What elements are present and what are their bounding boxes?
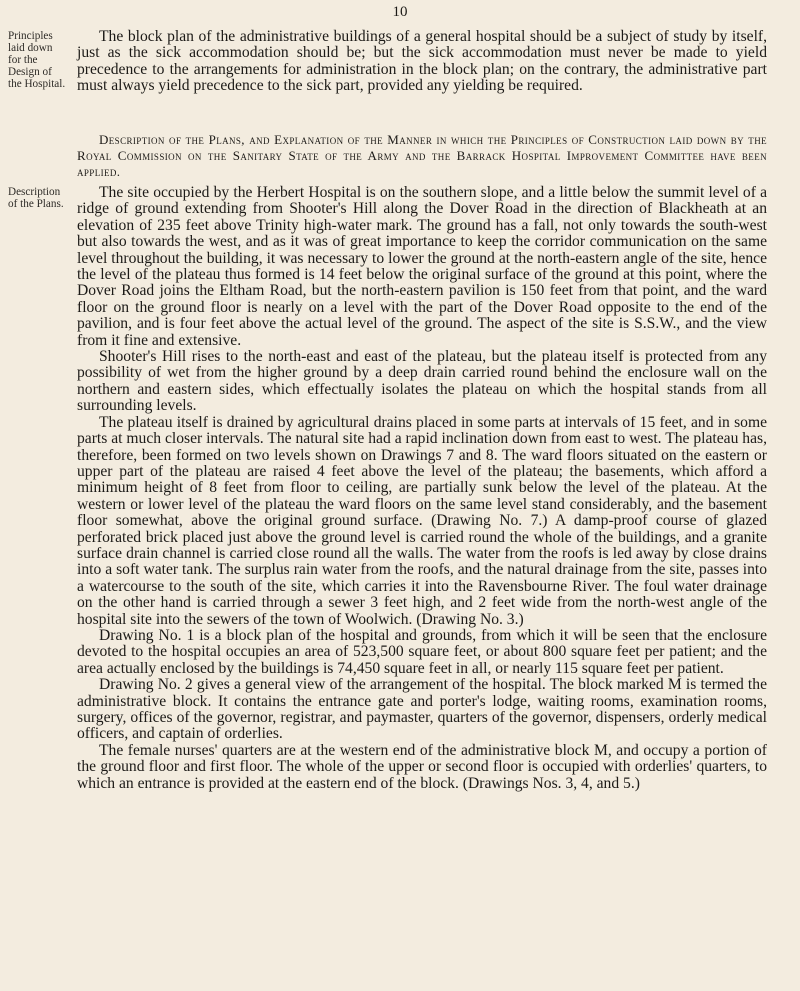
page-number: 10 — [392, 4, 408, 20]
margin-note-principles: Principles laid down for the Design of the Hospital. — [8, 30, 66, 90]
paragraph-drawing-2: Drawing No. 2 gives a general view of the arrangement of the hospital. The block marked M is termed the administrative block. It contains the entrance gate and porter's lodge, waiting rooms, examination rooms, surgery, offices of the governor, registrar, and paymaster, quarters of the governor, dispensers, orderly medical officers, and captain of orderlies. — [77, 676, 767, 743]
paragraph-nurses-quarters: The female nurses' quarters are at the western end of the administrative block M, and occupy a portion of the ground floor and first floor. The whole of the upper or second floor is occupied with orderlies' quarters, to which an entrance is provided at the eastern end of the block. (Drawings Nos. 3, 4, and 5.) — [77, 741, 767, 792]
body-text-block — [77, 185, 767, 792]
paragraph-shooters-hill: Shooter's Hill rises to the north-east and east of the plateau, but the plateau itself is protected from any possibility of wet from the higher ground by a deep drain carried round behind the enclosure wall on the northern and eastern sides, which effectually isolates the plateau on which the hospital stands from all surrounding levels. — [77, 348, 767, 415]
margin-note-description: Description of the Plans. — [8, 186, 64, 210]
paragraph-drawing-1: Drawing No. 1 is a block plan of the hospital and grounds, from which it will be seen that the enclosure devoted to the hospital occupies an area of 523,500 square feet, or about 800 square feet per patient; and the area actually enclosed by the buildings is 74,450 square feet in all, or nearly 115 square feet per patient. — [77, 626, 767, 677]
paragraph-drainage: The plateau itself is drained by agricultural drains placed in some parts at intervals of 15 feet, and in some parts at much closer intervals. The natural site had a rapid inclination down from east to west. The plateau has, therefore, been formed on two levels shown on Drawings 7 and 8. The ward floors situated on the eastern or upper part of the plateau are raised 4 feet above the level of the plateau; the basements, which afford a minimum height of 8 feet from floor to ceiling, are partially sunk below the level of the plateau. At the western or lower level of the plateau the ward floors on the same level stand considerably, and the basement floor somewhat, above the original ground surface. (Drawing No. 7.) A damp-proof course of glazed perforated brick placed just above the ground level is carried round the whole of the buildings, and a granite surface drain channel is carried close round all the walls. The water from the roofs is led away by close drains into a soft water tank. The surplus rain water from the roofs, and the natural drainage from the site, passes into a watercourse to the south of the site, which carries it into the Ravensbourne River. The foul water drainage on the other hand is carried through a sewer 3 feet high, and 2 feet wide from the north-west angle of the hospital site into the sewers of the town of Woolwich. (Drawing No. 3.) — [77, 413, 767, 628]
intro-paragraph-block — [77, 29, 767, 95]
intro-paragraph: The block plan of the administrative buildings of a general hospital should be a subject of study by itself, just as the sick accommodation should be; but the sick accommodation must never be made to yield precedence to the arrangements for administration in the block plan; on the contrary, the administrative part must always yield precedence to the sick part, provided any yielding be required. — [77, 28, 767, 95]
paragraph-site: The site occupied by the Herbert Hospital is on the southern slope, and a little below the summit level of a ridge of ground extending from Shooter's Hill along the Dover Road in the direction of Blackheath at an elevation of 235 feet above Trinity high-water mark. The ground has a fall, not only towards the south-west but also towards the west, and as it was of great importance to keep the corridor communication on the same level throughout the building, it was necessary to lower the ground at the north-eastern angle of the site, hence the level of the plateau thus formed is 14 feet below the original surface of the ground at this point, where the Dover Road joins the Eltham Road, but the north-eastern pavilion is 150 feet from that point, and the ward floor on the ground floor is nearly on a level with the part of the Dover Road opposite to the end of the pavilion, and is four feet above the actual level of the ground. The aspect of the site is S.S.W., and the view from it fine and extensive. — [77, 184, 767, 349]
section-heading: Description of the Plans, and Explanation of the Manner in which the Principles of Construction laid down by the Royal Commission on the Sanitary State of the Army and the Barrack Hospital Improvement Committee have been applied. — [77, 132, 767, 180]
